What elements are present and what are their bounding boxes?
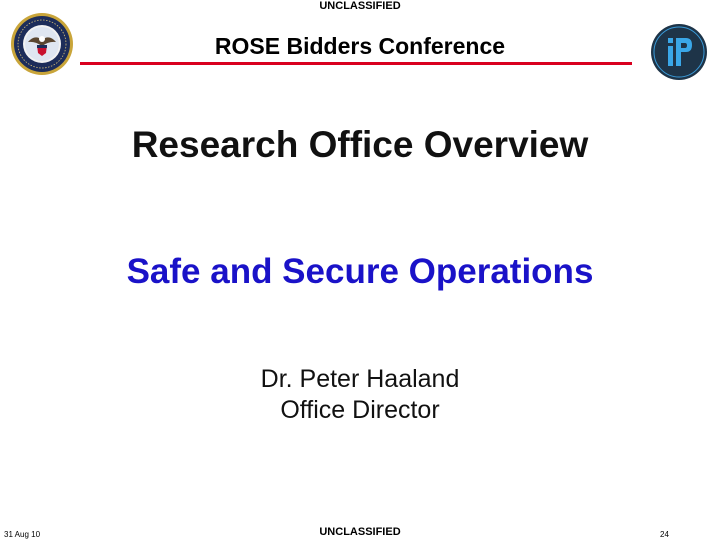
classification-banner-top: UNCLASSIFIED <box>319 0 401 12</box>
organization-logo-icon <box>650 23 708 81</box>
header-divider <box>80 62 632 65</box>
classification-banner-bottom: UNCLASSIFIED <box>319 526 401 538</box>
slide-date: 31 Aug 10 <box>4 530 41 539</box>
presenter-role: Office Director <box>280 396 440 424</box>
page-number: 24 <box>660 530 669 539</box>
slide-title: Research Office Overview <box>131 124 589 165</box>
conference-title: ROSE Bidders Conference <box>214 33 506 59</box>
presenter-block <box>0 364 720 426</box>
slide-subtitle: Safe and Secure Operations <box>126 252 594 291</box>
presenter-name: Dr. Peter Haaland <box>260 365 460 393</box>
